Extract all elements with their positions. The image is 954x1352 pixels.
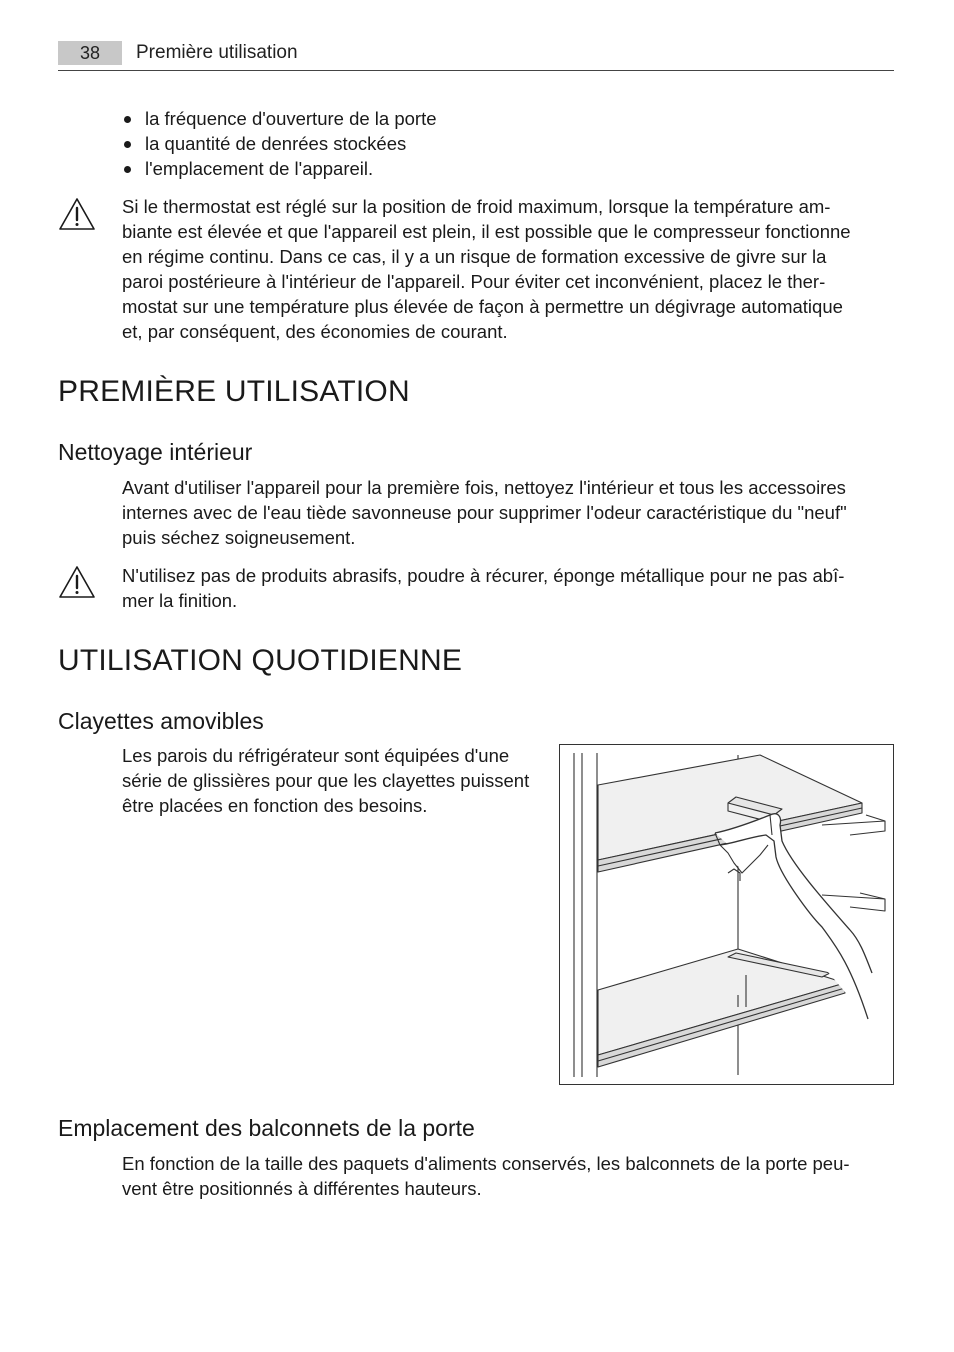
list-item: l'emplacement de l'appareil. xyxy=(122,156,437,181)
text-line: Si le thermostat est réglé sur la position de froid maximum, lorsque la température am- xyxy=(122,196,831,217)
page-number: 38 xyxy=(58,41,122,65)
warning-text-thermostat xyxy=(122,194,902,344)
warning-triangle-icon xyxy=(57,196,97,232)
warning-triangle-icon xyxy=(57,564,97,600)
text-line: puis séchez soigneusement. xyxy=(122,527,356,548)
list-item: la fréquence d'ouverture de la porte xyxy=(122,106,437,131)
subsection-title-balconnets: Emplacement des balconnets de la porte xyxy=(58,1115,475,1141)
text-line: série de glissières pour que les clayettes puissent xyxy=(122,770,530,791)
shelf-illustration xyxy=(559,744,894,1085)
subsection-title-nettoyage: Nettoyage intérieur xyxy=(58,439,253,465)
text-line: biante est élevée et que l'appareil est plein, il est possible que le compresseur fonctionne xyxy=(122,221,851,242)
paragraph-balconnets xyxy=(122,1151,902,1201)
warning-text-abrasifs xyxy=(122,563,902,613)
text-line: paroi postérieure à l'intérieur de l'appareil. Pour éviter cet inconvénient, placez le ther- xyxy=(122,271,826,292)
section-title-premiere-utilisation: PREMIÈRE UTILISATION xyxy=(58,375,410,408)
paragraph-nettoyage xyxy=(122,475,902,550)
subsection-title-clayettes: Clayettes amovibles xyxy=(58,708,264,734)
text-line: être placées en fonction des besoins. xyxy=(122,795,428,816)
header-divider xyxy=(58,70,894,71)
fridge-shelf-drawing xyxy=(560,745,893,1084)
section-title-utilisation-quotidienne: UTILISATION QUOTIDIENNE xyxy=(58,644,463,677)
text-line: internes avec de l'eau tiède savonneuse pour supprimer l'odeur caractéristique du "neuf" xyxy=(122,502,847,523)
text-line: Avant d'utiliser l'appareil pour la première fois, nettoyez l'intérieur et tous les accessoires xyxy=(122,477,846,498)
text-line: N'utilisez pas de produits abrasifs, poudre à récurer, éponge métallique pour ne pas abî- xyxy=(122,565,845,586)
running-header-title: Première utilisation xyxy=(136,42,298,63)
text-line: et, par conséquent, des économies de courant. xyxy=(122,321,508,342)
paragraph-clayettes xyxy=(122,743,552,818)
list-item: la quantité de denrées stockées xyxy=(122,131,437,156)
text-line: vent être positionnés à différentes hauteurs. xyxy=(122,1178,482,1199)
text-line: Les parois du réfrigérateur sont équipées d'une xyxy=(122,745,510,766)
text-line: mer la finition. xyxy=(122,590,238,611)
text-line: En fonction de la taille des paquets d'aliments conservés, les balconnets de la porte peu- xyxy=(122,1153,850,1174)
bullet-list xyxy=(122,106,437,181)
text-line: mostat sur une température plus élevée de façon à permettre un dégivrage automatique xyxy=(122,296,843,317)
text-line: en régime continu. Dans ce cas, il y a un risque de formation excessive de givre sur la xyxy=(122,246,827,267)
